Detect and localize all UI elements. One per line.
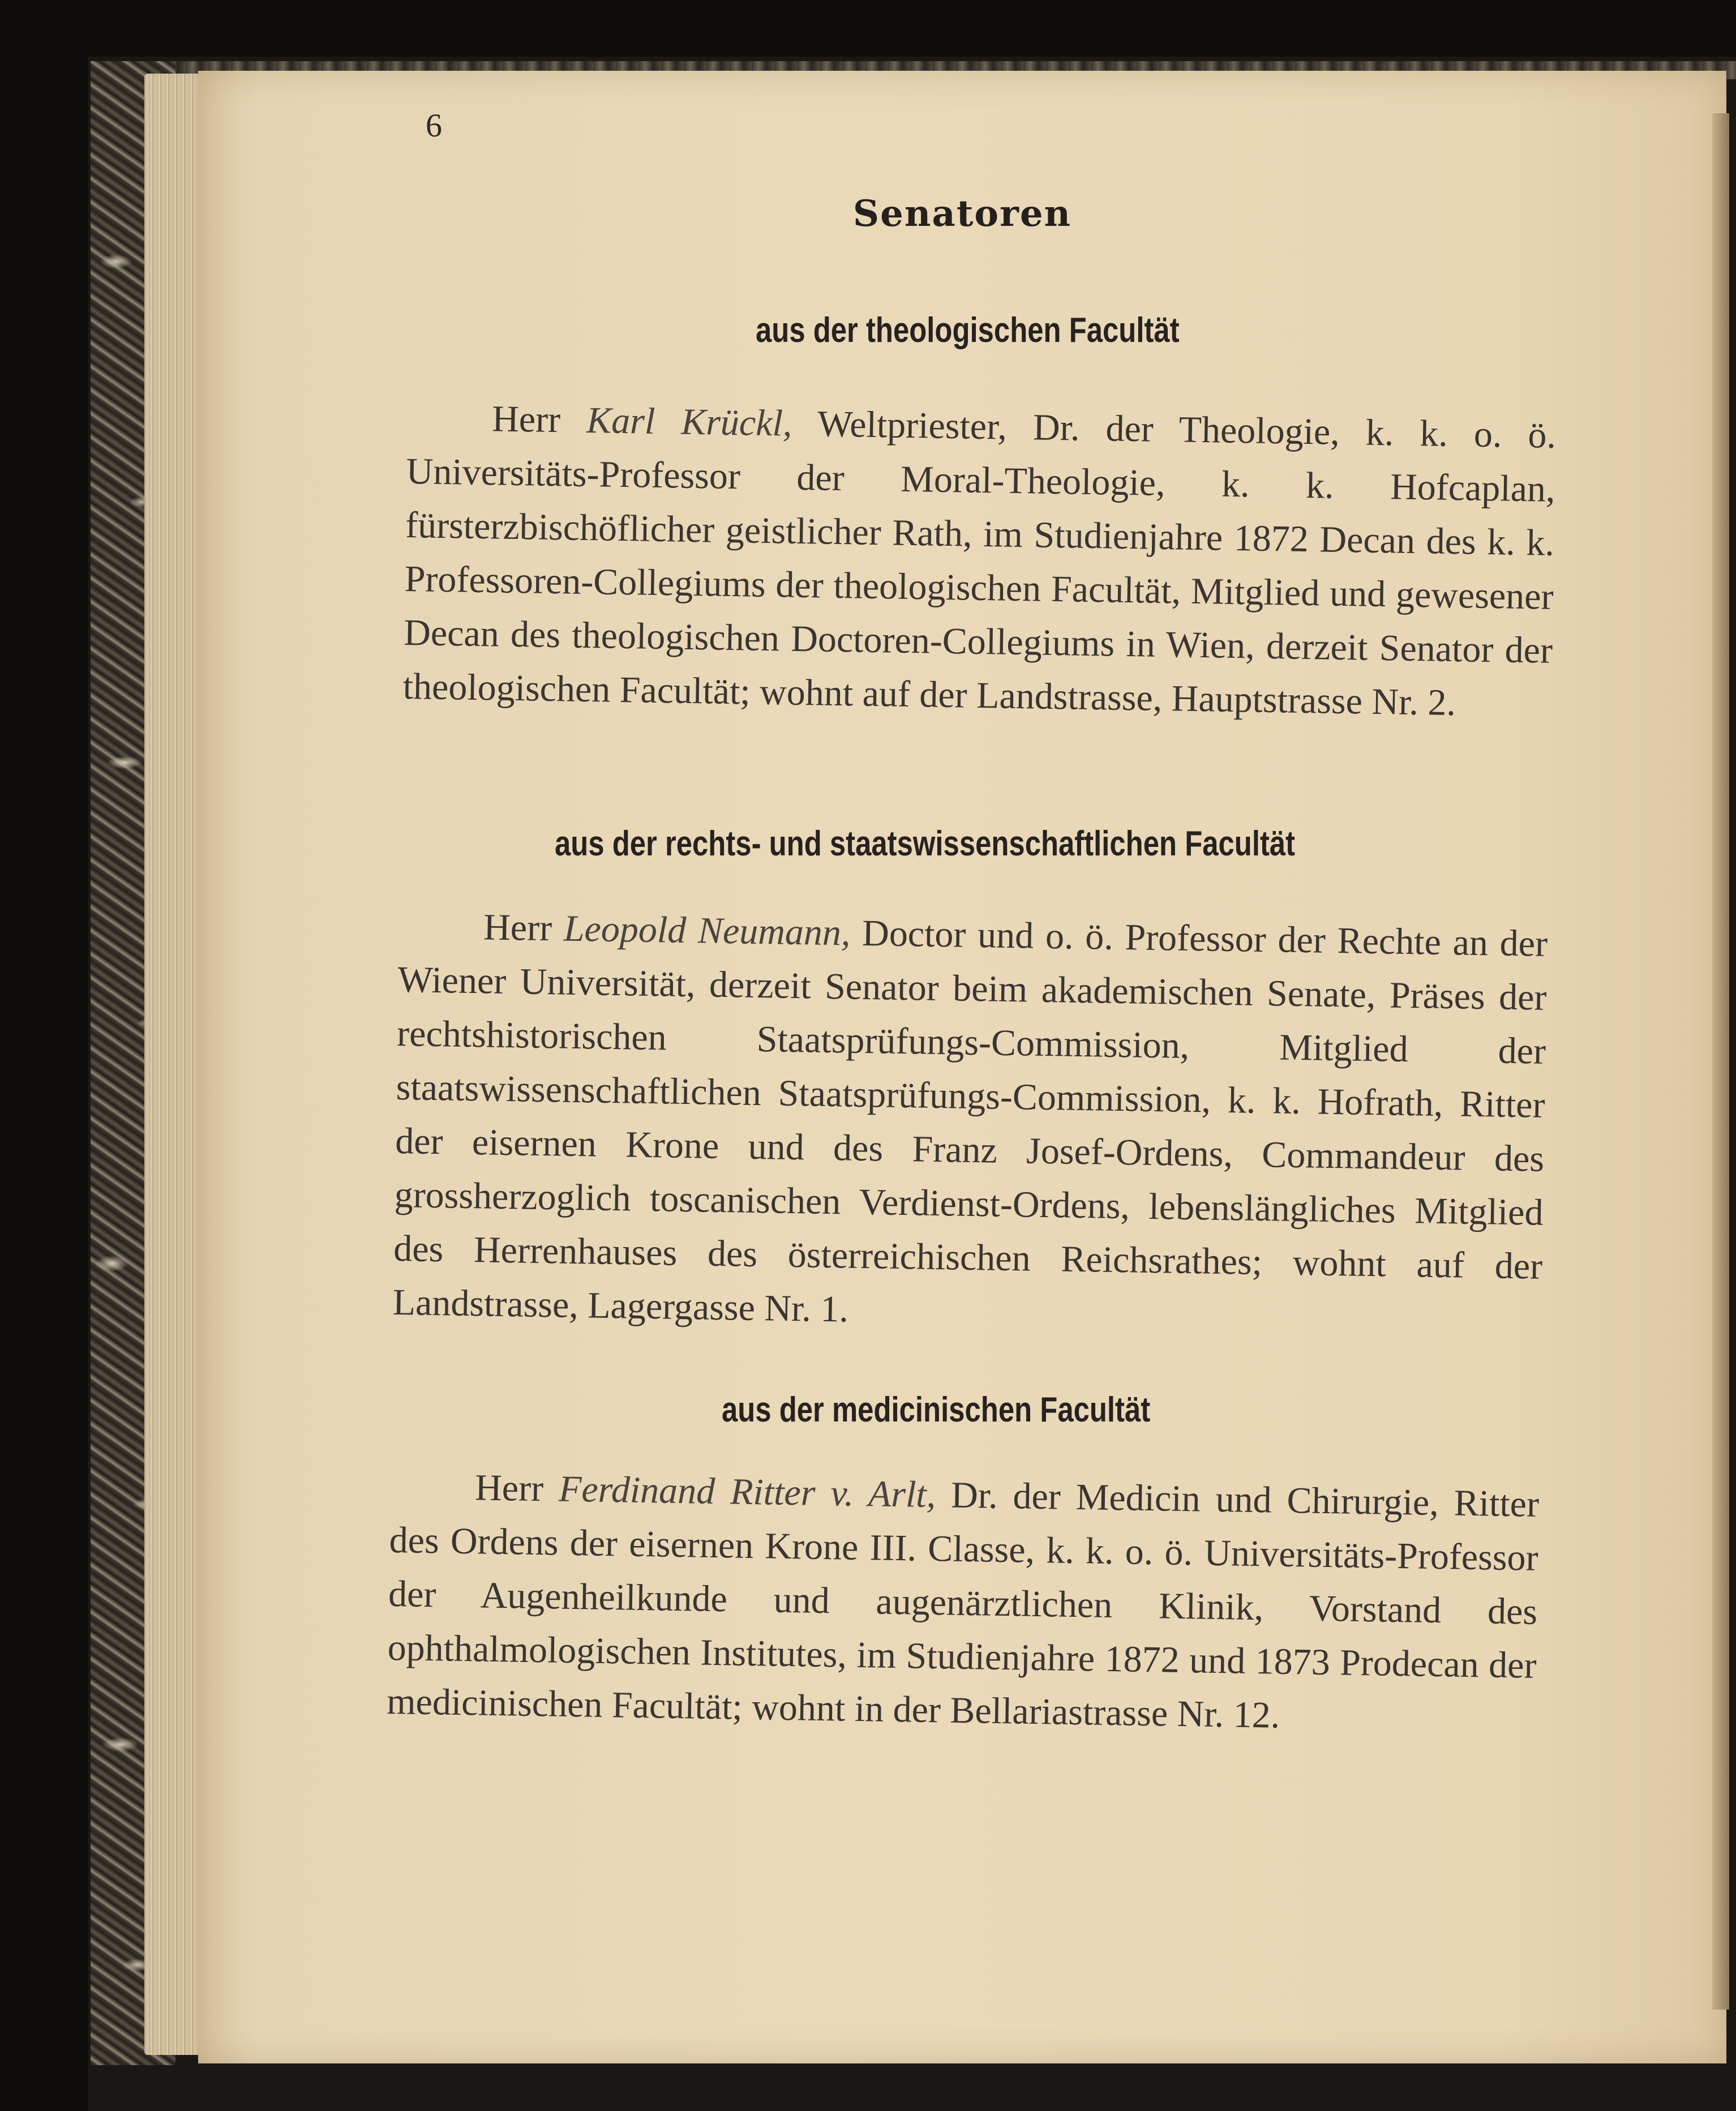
- section-heading-law: aus der rechts- und staatswissenschaftlichen Facultät: [555, 824, 1296, 863]
- section-heading-theology: aus der theologischen Facultät: [756, 311, 1180, 350]
- entry-text: Weltpriester, Dr. der Theologie, k. k. o. ö. Universitäts-Professor der Moral-Theologie, k. k. Hofcaplan, fürsterzbischöflicher geistlicher Rath, im Studienjahre 1872 Decan des k. k. Professoren-Collegiums der theologischen Facultät, Mitglied und gewesener Decan des theologischen Doctoren-Collegiums in Wien, derzeit Senator der theologischen Facultät; wohnt auf der Landstrasse, Hauptstrasse Nr. 2.: [402, 403, 1557, 724]
- paragraph-indent: [398, 938, 483, 939]
- paragraph-indent: [407, 430, 492, 431]
- entry-name: Leopold Neumann,: [563, 907, 851, 954]
- entry-text: Doctor und o. ö. Professor der Rechte an der Wiener Universität, derzeit Senator beim akademischen Senate, Präses der rechtshistorischen Staatsprüfungs-Commission, Mitglied der staatswissenschaftlichen Staatsprüfungs-Commission, k. k. Hofrath, Ritter der eisernen Krone und des Franz Josef-Ordens, Commandeur des grossherzoglich toscanischen Verdienst-Ordens, lebenslängliches Mitglied des Herrenhauses des österreichischen Reichsrathes; wohnt auf der Landstrasse, Lagergasse Nr. 1.: [392, 912, 1548, 1330]
- entry-name: Karl Krückl,: [586, 399, 792, 444]
- entry-medicine: [387, 1459, 1540, 1746]
- entry-law: [392, 899, 1548, 1347]
- entry-name: Ferdinand Ritter v. Arlt,: [558, 1468, 936, 1516]
- entry-salutation: Herr: [474, 1467, 544, 1510]
- entry-theology: [402, 391, 1557, 731]
- entry-salutation: Herr: [483, 906, 552, 949]
- page-right-edge: [1712, 113, 1729, 2010]
- page-title: Senatoren: [852, 192, 1072, 235]
- entry-salutation: Herr: [491, 398, 561, 441]
- entry-text: Dr. der Medicin und Chirurgie, Ritter des Ordens der eisernen Krone III. Classe, k. k. o. ö. Universitäts-Professor der Augenheilkunde und augenärztlichen Klinik, Vorstand des ophthalmologischen Institutes, im Studienjahre 1872 und 1873 Prodecan der medicinischen Facultät; wohnt in der Bellariastrasse Nr. 12.: [386, 1474, 1540, 1736]
- section-heading-medicine: aus der medicinischen Facultät: [722, 1390, 1151, 1429]
- paragraph-indent: [390, 1498, 475, 1500]
- page-number: 6: [426, 107, 442, 144]
